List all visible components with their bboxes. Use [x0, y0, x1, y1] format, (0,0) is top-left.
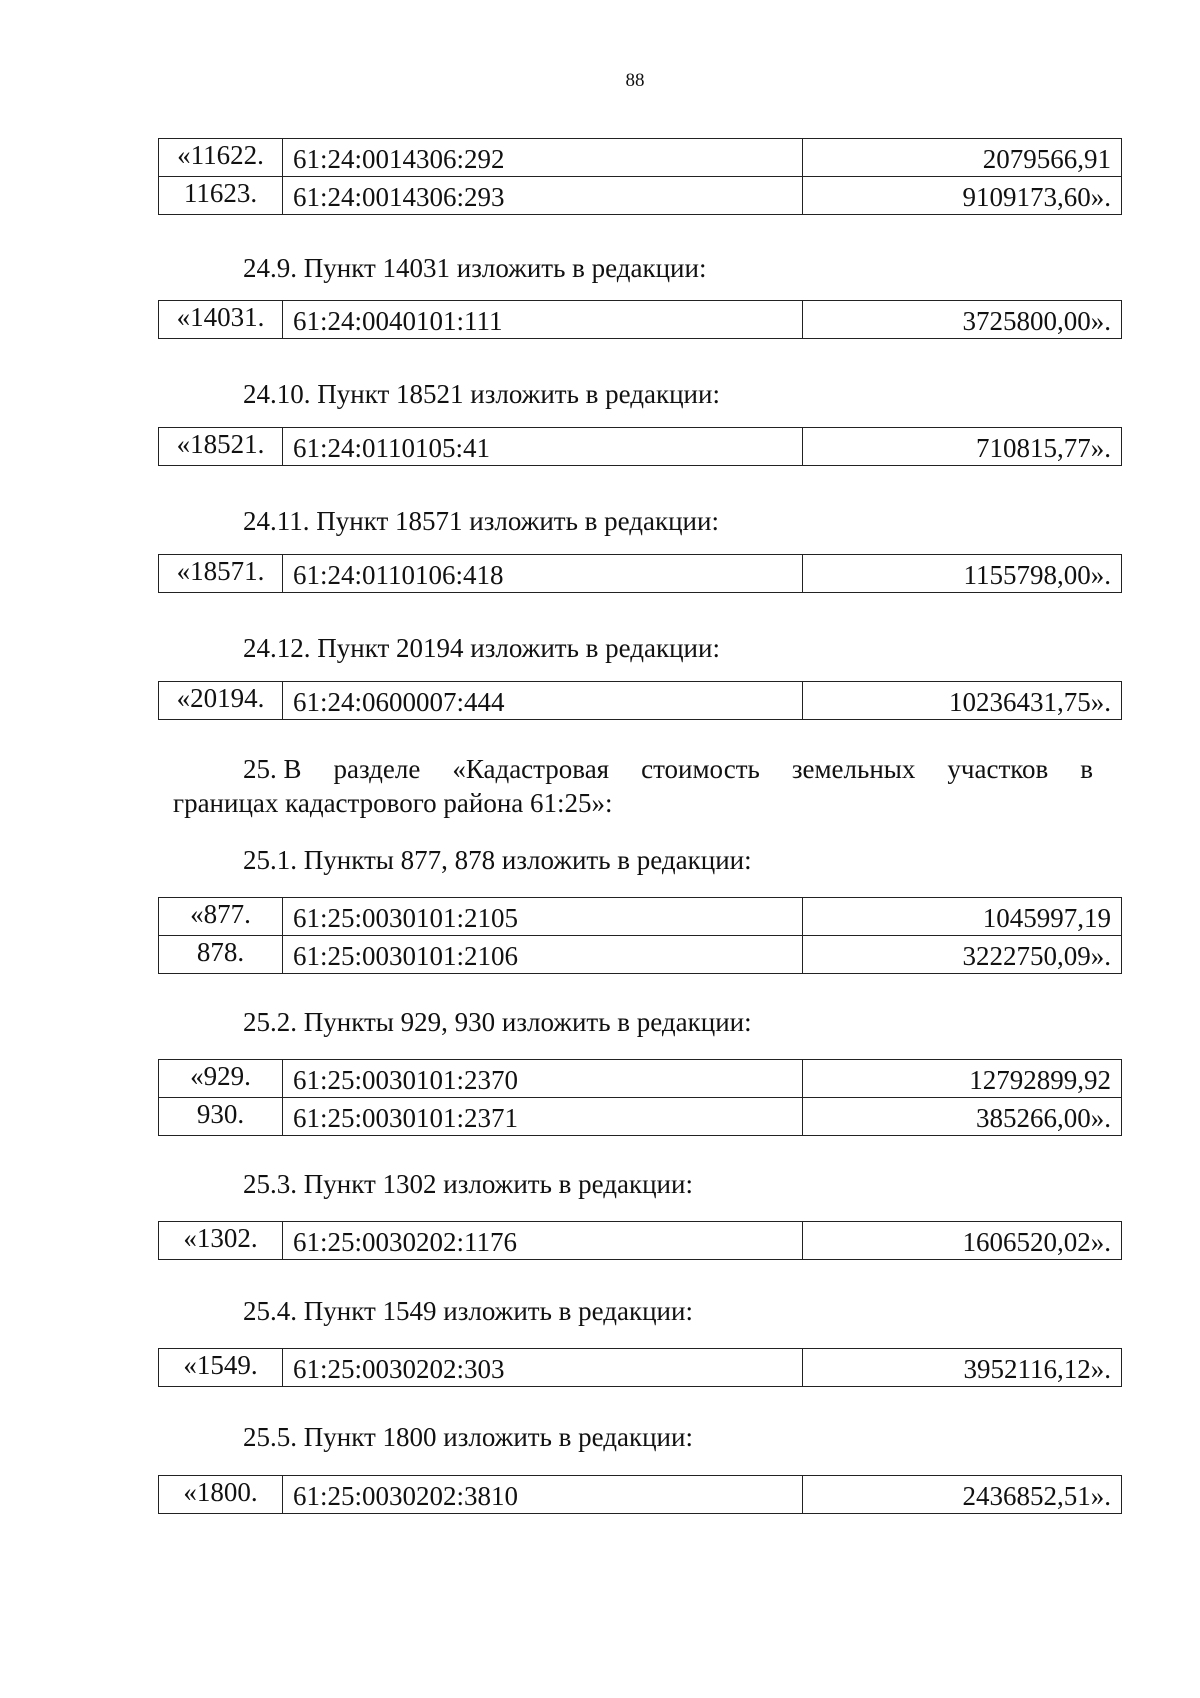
page-number: 88	[625, 70, 645, 91]
cadastral-table	[158, 1221, 1122, 1260]
item-number: 11623.	[159, 177, 283, 215]
cadastral-value: 1606520,02».	[803, 1222, 1122, 1260]
cadastral-value: 12792899,92	[803, 1060, 1122, 1098]
cadastral-table	[158, 554, 1122, 593]
table-row	[159, 682, 1122, 720]
table-row	[159, 1060, 1122, 1098]
cadastral-table	[158, 1348, 1122, 1387]
item-number: «20194.	[159, 682, 283, 720]
cadastral-number: 61:25:0030101:2105	[283, 898, 803, 936]
cadastral-value: 1155798,00».	[803, 555, 1122, 593]
cadastral-number: 61:24:0014306:292	[283, 139, 803, 177]
cadastral-table	[158, 1475, 1122, 1514]
item-number: «18571.	[159, 555, 283, 593]
table-row	[159, 1098, 1122, 1136]
table-row	[159, 301, 1122, 339]
item-number: «1302.	[159, 1222, 283, 1260]
paragraph-line	[173, 752, 1093, 786]
item-number: «1549.	[159, 1349, 283, 1387]
item-number: «18521.	[159, 428, 283, 466]
cadastral-value: 10236431,75».	[803, 682, 1122, 720]
section-paragraph	[173, 752, 1093, 820]
table-row	[159, 1349, 1122, 1387]
cadastral-number: 61:24:0040101:111	[283, 301, 803, 339]
cadastral-table	[158, 300, 1122, 339]
cadastral-value: 710815,77».	[803, 428, 1122, 466]
cadastral-number: 61:24:0110105:41	[283, 428, 803, 466]
item-number: «11622.	[159, 139, 283, 177]
cadastral-number: 61:25:0030202:3810	[283, 1476, 803, 1514]
table-row	[159, 936, 1122, 974]
cadastral-number: 61:25:0030101:2371	[283, 1098, 803, 1136]
cadastral-value: 2436852,51».	[803, 1476, 1122, 1514]
paragraph-word: в	[1080, 754, 1093, 784]
cadastral-number: 61:25:0030101:2106	[283, 936, 803, 974]
cadastral-table	[158, 1059, 1122, 1136]
table-row	[159, 1476, 1122, 1514]
paragraph-word: «Кадастровая	[452, 754, 610, 784]
table-row	[159, 177, 1122, 215]
cadastral-number: 61:24:0600007:444	[283, 682, 803, 720]
item-number: 878.	[159, 936, 283, 974]
item-number: 930.	[159, 1098, 283, 1136]
cadastral-value: 9109173,60».	[803, 177, 1122, 215]
paragraph-word: стоимость	[641, 754, 760, 784]
table-row	[159, 555, 1122, 593]
cadastral-value: 385266,00».	[803, 1098, 1122, 1136]
cadastral-number: 61:25:0030101:2370	[283, 1060, 803, 1098]
paragraph: 24.11. Пункт 18571 изложить в редакции:	[243, 506, 719, 536]
paragraph-word: участков	[947, 754, 1049, 784]
table-row	[159, 1222, 1122, 1260]
paragraph: 25.5. Пункт 1800 изложить в редакции:	[243, 1422, 693, 1452]
cadastral-table	[158, 138, 1122, 215]
paragraph: 25.3. Пункт 1302 изложить в редакции:	[243, 1169, 693, 1199]
item-number: «14031.	[159, 301, 283, 339]
cadastral-value: 3952116,12».	[803, 1349, 1122, 1387]
cadastral-value: 1045997,19	[803, 898, 1122, 936]
cadastral-table	[158, 681, 1122, 720]
table-row	[159, 898, 1122, 936]
paragraph: 24.12. Пункт 20194 изложить в редакции:	[243, 633, 720, 663]
item-number: «929.	[159, 1060, 283, 1098]
paragraph: 24.9. Пункт 14031 изложить в редакции:	[243, 253, 707, 283]
paragraph-line: границах кадастрового района 61:25»:	[173, 788, 613, 818]
cadastral-number: 61:25:0030202:303	[283, 1349, 803, 1387]
table-row	[159, 428, 1122, 466]
paragraph-word: 25. В	[243, 754, 302, 784]
paragraph: 25.4. Пункт 1549 изложить в редакции:	[243, 1296, 693, 1326]
paragraph: 24.10. Пункт 18521 изложить в редакции:	[243, 379, 720, 409]
paragraph-word: земельных	[791, 754, 916, 784]
cadastral-number: 61:24:0014306:293	[283, 177, 803, 215]
cadastral-table	[158, 427, 1122, 466]
cadastral-value: 2079566,91	[803, 139, 1122, 177]
item-number: «877.	[159, 898, 283, 936]
cadastral-number: 61:24:0110106:418	[283, 555, 803, 593]
item-number: «1800.	[159, 1476, 283, 1514]
cadastral-table	[158, 897, 1122, 974]
table-row	[159, 139, 1122, 177]
paragraph-word: разделе	[333, 754, 421, 784]
cadastral-value: 3725800,00».	[803, 301, 1122, 339]
cadastral-value: 3222750,09».	[803, 936, 1122, 974]
cadastral-number: 61:25:0030202:1176	[283, 1222, 803, 1260]
paragraph: 25.2. Пункты 929, 930 изложить в редакции:	[243, 1007, 752, 1037]
paragraph: 25.1. Пункты 877, 878 изложить в редакции:	[243, 845, 752, 875]
